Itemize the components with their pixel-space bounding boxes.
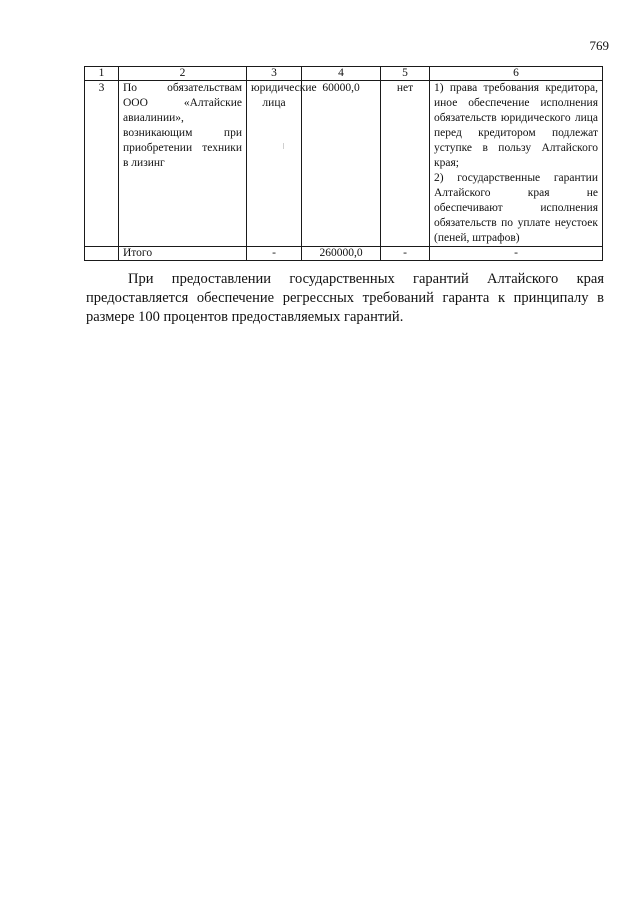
total-label-cell: Итого (119, 247, 247, 261)
guarantees-table (84, 66, 603, 261)
total-row (85, 247, 603, 261)
total-col3-cell: - (247, 247, 302, 261)
column-header: 2 (119, 67, 247, 81)
condition-item-2: 2) государственные гарантии Алтайского края не обеспечивают исполнения обязательств по уплате неустоек (пеней, штрафов) (434, 172, 598, 244)
total-amount-cell: 260000,0 (302, 247, 381, 261)
amount-cell: 60000,0 (302, 81, 381, 247)
scan-artifact (283, 143, 284, 149)
row-number-cell: 3 (85, 81, 119, 247)
category-cell: юридические лица (247, 81, 302, 247)
column-header: 1 (85, 67, 119, 81)
column-header: 6 (430, 67, 603, 81)
column-header: 4 (302, 67, 381, 81)
column-header: 3 (247, 67, 302, 81)
condition-item-1: 1) права требования кредитора, иное обеспечение исполнения обязательств юридического лица перед кредитором подлежат уступке в пользу Алтайского края; (434, 82, 598, 169)
page-number: 769 (589, 38, 609, 53)
body-paragraph: При предоставлении государственных гарантий Алтайского края предоставляется обеспечение регрессных требований гаранта к принципалу в размере 100 процентов предоставляемых гарантий. (86, 271, 604, 325)
security-cell: нет (381, 81, 430, 247)
table-row (85, 81, 603, 247)
total-col5-cell: - (381, 247, 430, 261)
total-empty-cell (85, 247, 119, 261)
table-header-row (85, 67, 603, 81)
conditions-cell (430, 81, 603, 247)
total-col6-cell: - (430, 247, 603, 261)
column-header: 5 (381, 67, 430, 81)
description-cell: По обязательствам ООО «Алтайские авиалинии», возникающим при приобретении техники в лизинг (119, 81, 247, 247)
